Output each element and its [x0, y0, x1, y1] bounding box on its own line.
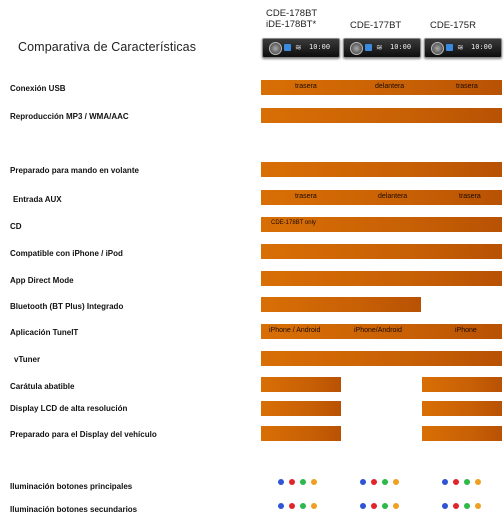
feature-lcd: Display LCD de alta resolución — [10, 404, 128, 413]
signal-icon: ≋ — [295, 43, 302, 52]
dot-orange — [475, 503, 481, 509]
unit-clock: 10:00 — [309, 43, 331, 51]
bar-detachable-face-3 — [422, 377, 502, 392]
model-name-3: CDE-175R — [430, 20, 476, 31]
model-name-1: CDE-178BT iDE-178BT* — [266, 8, 318, 30]
bar-label-usb-2: delantera — [375, 83, 405, 90]
feature-iphone: Compatible con iPhone / iPod — [10, 249, 123, 258]
page-title: Comparativa de Características — [18, 40, 197, 54]
dot-green — [382, 503, 388, 509]
dot-red — [289, 479, 295, 485]
bar-label-tunelt-3: iPhone — [455, 327, 477, 334]
model-unit-image-2 — [343, 38, 421, 58]
bar-tunelt — [261, 324, 502, 339]
bar-steering-remote — [261, 162, 502, 177]
bar-lcd-3 — [422, 401, 502, 416]
dot-green — [464, 479, 470, 485]
dot-blue — [278, 503, 284, 509]
feature-vehicle-display: Preparado para el Display del vehículo — [10, 430, 157, 439]
dot-green — [382, 479, 388, 485]
dot-orange — [311, 503, 317, 509]
bar-label-usb-3: trasera — [456, 83, 478, 90]
feature-detachable-face: Carátula abatible — [10, 382, 75, 391]
bar-bluetooth — [261, 297, 421, 312]
volume-knob-icon — [269, 42, 282, 55]
bar-label-tunelt-1: iPhone / Android — [269, 327, 321, 334]
bar-label-aux-2: delantera — [378, 193, 408, 200]
feature-secondary-buttons-light: Iluminación botones secundarios — [10, 505, 138, 514]
volume-knob-icon — [350, 42, 363, 55]
dot-orange — [475, 479, 481, 485]
dot-blue — [442, 503, 448, 509]
feature-steering-remote: Preparado para mando en volante — [10, 166, 139, 175]
bar-vehicle-display-3 — [422, 426, 502, 441]
volume-knob-icon — [431, 42, 444, 55]
dot-blue — [278, 479, 284, 485]
bar-label-aux-1: trasera — [295, 193, 317, 200]
model-unit-image-1 — [262, 38, 340, 58]
bar-label-cd: CDE-178BT only — [271, 220, 316, 226]
bar-aux — [261, 190, 502, 205]
bar-cd — [261, 217, 502, 232]
bar-detachable-face-1 — [261, 377, 341, 392]
feature-vtuner: vTuner — [14, 355, 41, 364]
feature-main-buttons-light: Iluminación botones principales — [10, 482, 133, 491]
feature-app-direct: App Direct Mode — [10, 276, 74, 285]
dot-blue — [360, 479, 366, 485]
bar-lcd-1 — [261, 401, 341, 416]
bluetooth-button-icon — [365, 44, 372, 51]
feature-aux: Entrada AUX — [13, 195, 62, 204]
bar-vtuner — [261, 351, 502, 366]
signal-icon: ≋ — [376, 43, 383, 52]
dot-green — [300, 503, 306, 509]
bar-label-tunelt-2: iPhone/Android — [354, 327, 402, 334]
bar-label-aux-3: trasera — [459, 193, 481, 200]
dot-red — [371, 503, 377, 509]
feature-cd: CD — [10, 222, 22, 231]
bluetooth-button-icon — [446, 44, 453, 51]
bar-usb — [261, 80, 502, 95]
feature-mp3: Reproducción MP3 / WMA/AAC — [10, 112, 129, 121]
dot-red — [371, 479, 377, 485]
dot-green — [464, 503, 470, 509]
dot-orange — [393, 503, 399, 509]
dot-orange — [311, 479, 317, 485]
feature-tunelt: Aplicación TuneIT — [10, 328, 79, 337]
bar-iphone — [261, 244, 502, 259]
dot-red — [453, 503, 459, 509]
bar-vehicle-display-1 — [261, 426, 341, 441]
model-name-2: CDE-177BT — [350, 20, 402, 31]
dot-orange — [393, 479, 399, 485]
bar-mp3 — [261, 108, 502, 123]
unit-clock: 10:00 — [390, 43, 412, 51]
model-unit-image-3 — [424, 38, 502, 58]
feature-bluetooth: Bluetooth (BT Plus) Integrado — [10, 302, 124, 311]
dot-blue — [442, 479, 448, 485]
dot-blue — [360, 503, 366, 509]
dot-green — [300, 479, 306, 485]
feature-usb: Conexión USB — [10, 84, 66, 93]
dot-red — [453, 479, 459, 485]
bluetooth-button-icon — [284, 44, 291, 51]
bar-app-direct — [261, 271, 502, 286]
signal-icon: ≋ — [457, 43, 464, 52]
dot-red — [289, 503, 295, 509]
bar-label-usb-1: trasera — [295, 83, 317, 90]
unit-clock: 10:00 — [471, 43, 493, 51]
